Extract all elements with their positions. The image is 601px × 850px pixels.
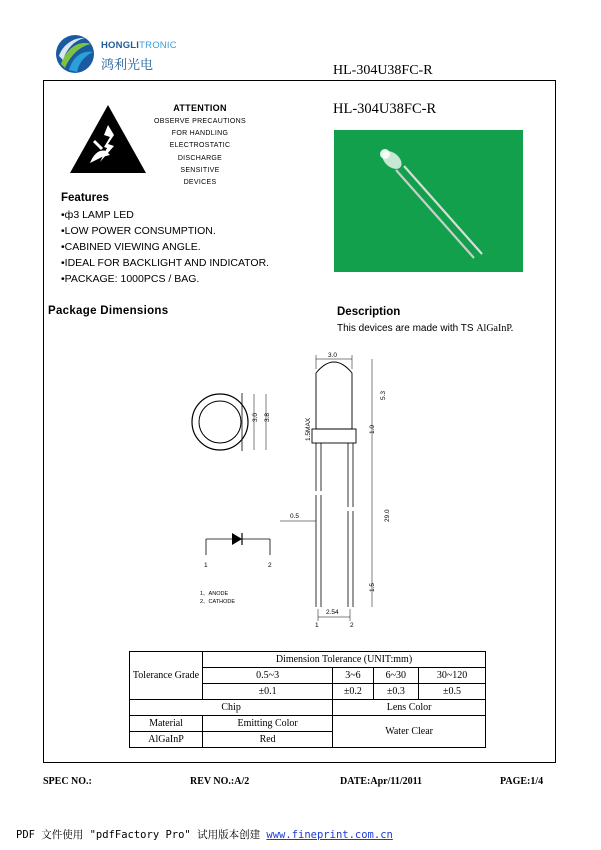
description-material: AlGaInP. [476, 323, 514, 334]
dim-top: 3.0 [328, 352, 338, 359]
tolerance-header: Dimension Tolerance (UNIT:mm) [203, 652, 486, 668]
feature-item: •LOW POWER CONSUMPTION. [61, 225, 216, 237]
feature-item: •IDEAL FOR BACKLIGHT AND INDICATOR. [61, 257, 270, 269]
attention-title: ATTENTION [173, 103, 227, 113]
tolerance-range: 6~30 [373, 668, 419, 684]
emitting-color-value: Red [203, 732, 333, 748]
tolerance-value: ±0.1 [203, 684, 333, 700]
product-photo [334, 130, 523, 272]
dim-maxbody: 1.5MAX [305, 417, 312, 441]
schematic-pin-2: 2 [268, 562, 272, 569]
attention-line: DEVICES [183, 179, 217, 186]
dim-dome: 5.3 [380, 390, 387, 400]
material-value: AlGaInP [130, 732, 203, 748]
description-title: Description [337, 306, 401, 318]
footer-date: DATE:Apr/11/2011 [340, 776, 423, 787]
schematic-pin-1: 1 [204, 562, 208, 569]
part-title: HL-304U38FC-R [333, 101, 437, 117]
chip-header: Chip [130, 700, 333, 716]
side-pin-2: 2 [350, 622, 354, 629]
feature-item: •PACKAGE: 1000PCS / BAG. [61, 273, 200, 285]
tolerance-grade-label: Tolerance Grade [130, 652, 203, 700]
description-text [337, 323, 513, 334]
tolerance-value: ±0.2 [333, 684, 373, 700]
package-dimension-drawing [150, 345, 550, 635]
brand-name-cn: 鸿利光电 [101, 58, 154, 73]
watermark-link[interactable]: www.fineprint.com.cn [266, 829, 393, 841]
dim-lead-width: 0.5 [290, 513, 300, 520]
brand-name-strong: HONGLI [101, 40, 140, 51]
header-part-number: HL-304U38FC-R [333, 63, 433, 78]
package-dimensions-title: Package Dimensions [48, 305, 169, 317]
dim-pitch: 2.54 [326, 609, 339, 616]
legend-anode: 1、ANODE [200, 591, 229, 597]
tolerance-range: 3~6 [333, 668, 373, 684]
footer-rev-no: REV NO.:A/2 [190, 776, 250, 787]
attention-line: OBSERVE PRECAUTIONS [154, 118, 246, 125]
lens-color-value: Water Clear [333, 716, 486, 748]
tolerance-range: 30~120 [419, 668, 486, 684]
dim-lead-length: 29.0 [384, 509, 391, 522]
footer-spec-no: SPEC NO.: [43, 776, 92, 787]
footer-page: PAGE:1/4 [500, 776, 544, 787]
feature-item: •ф3 LAMP LED [61, 209, 134, 221]
side-pin-1: 1 [315, 622, 319, 629]
dim-inner: 3.0 [252, 412, 259, 422]
tolerance-value: ±0.5 [419, 684, 486, 700]
legend-cathode: 2、CATHODE [200, 599, 236, 605]
led-photo-icon [334, 130, 523, 272]
attention-line: DISCHARGE [177, 155, 223, 162]
attention-line: ELECTROSTATIC [169, 142, 231, 149]
description-prefix: This devices are made with TS [337, 323, 477, 334]
dim-flange: 1.0 [369, 424, 376, 434]
attention-line: SENSITIVE [180, 167, 220, 174]
features-title: Features [61, 192, 109, 204]
honglitronic-logo-icon [55, 34, 95, 74]
tolerance-range: 0.5~3 [203, 668, 333, 684]
dim-bottom: 1.5 [369, 582, 376, 592]
attention-line: FOR HANDLING [171, 130, 229, 137]
material-label: Material [130, 716, 203, 732]
lens-color-header: Lens Color [333, 700, 486, 716]
brand-name-light: TRONIC [139, 40, 177, 51]
dim-outer: 3.8 [264, 412, 271, 422]
tolerance-table [129, 651, 486, 748]
esd-warning-icon [68, 103, 148, 175]
feature-item: •CABINED VIEWING ANGLE. [61, 241, 201, 253]
pdf-watermark [16, 827, 393, 842]
tolerance-value: ±0.3 [373, 684, 419, 700]
emitting-color-label: Emitting Color [203, 716, 333, 732]
brand-name [101, 40, 177, 51]
watermark-text: PDF 文件使用 "pdfFactory Pro" 试用版本创建 [16, 829, 267, 841]
